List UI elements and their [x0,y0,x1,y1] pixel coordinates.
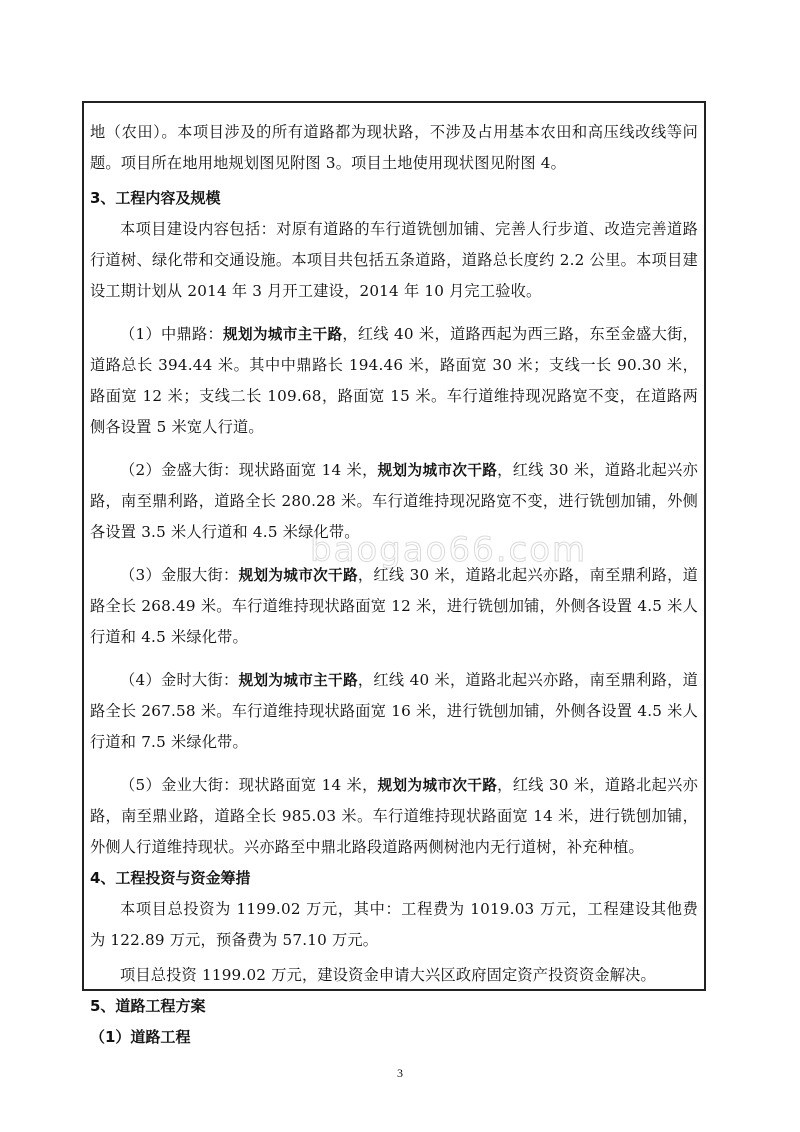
road-item-lead: （1）中鼎路： [120,325,224,343]
road-item-details: ，红线 40 米，道路北起兴亦路，南至鼎利路，道路全长 267.58 米。车行道维持现状路面宽 16 米，进行铣刨加铺，外侧各设置 4.5 米人行道和 7.5 米绿化带。 [90,671,699,751]
section-4-paragraph-1: 本项目总投资为 1199.02 万元，其中：工程费为 1019.03 万元，工程建设其他费为 122.89 万元，预备费为 57.10 万元。 [90,900,698,949]
page-number: 3 [397,1066,403,1080]
section-4-paragraph-2: 项目总投资 1199.02 万元，建设资金申请大兴区政府固定资产投资资金解决。 [120,966,656,984]
road-item-classification: 规划为城市主干路 [223,326,343,343]
intro-paragraph: 地（农田）。本项目涉及的所有道路都为现状路，不涉及占用基本农田和高压线改线等问题。项目所在地用地规划图见附图 3。项目土地使用现状图见附图 4。 [90,123,698,172]
road-item-details: ，红线 30 米，道路北起兴亦路，南至鼎利路，道路全长 268.49 米。车行道维持现状路面宽 12 米，进行铣刨加铺，外侧各设置 4.5 米人行道和 4.5 米绿化带。 [90,566,699,646]
road-item-jinsheng [90,455,698,548]
road-item-details: ，红线 30 米，道路北起兴亦路，南至鼎业路，道路全长 985.03 米。车行道维持现状路面宽 14 米，进行铣刨加铺，外侧人行道维持现状。兴亦路至中鼎北路段道路两侧树池内无行道树，补充种植。 [90,776,698,856]
road-item-zhongding [90,319,698,443]
section-3-paragraph: 本项目建设内容包括：对原有道路的车行道铣刨加铺、完善人行步道、改造完善道路行道树、绿化带和交通设施。本项目共包括五条道路，道路总长度约 2.2 公里。本项目建设工期计划从 2014 年 3 月开工建设，2014 年 10 月完工验收。 [90,220,698,300]
road-item-classification: 规划为城市次干路 [238,567,358,584]
watermark: baogao66.com [310,530,588,570]
road-item-lead: （3）金服大街： [120,566,239,584]
section-5-heading: 5、道路工程方案 [90,997,206,1015]
road-item-jinfu [90,560,698,653]
road-item-classification: 规划为城市主干路 [238,672,358,689]
section-5-subheading: （1）道路工程 [90,1028,191,1046]
road-item-details: ，红线 30 米，道路北起兴亦路，南至鼎利路，道路全长 280.28 米。车行道维持现况路宽不变，进行铣刨加铺，外侧各设置 3.5 米人行道和 4.5 米绿化带。 [90,461,698,541]
road-item-jinshi [90,665,698,758]
road-item-classification: 规划为城市次干路 [377,777,498,794]
road-item-lead: （2）金盛大街：现状路面宽 14 米， [120,461,378,479]
road-item-lead: （4）金时大街： [120,671,239,689]
road-item-lead: （5）金业大街：现状路面宽 14 米， [120,776,378,794]
road-item-classification: 规划为城市次干路 [377,462,498,479]
content-table-cell [82,101,706,1046]
section-4-heading: 4、工程投资与资金筹措 [90,869,251,887]
road-item-jinye [90,770,698,863]
road-item-details: ，红线 40 米，道路西起为西三路，东至金盛大街，道路总长 394.44 米。其中中鼎路长 194.46 米，路面宽 30 米；支线一长 90.30 米，路面宽 12 米；支线二长 109.68，路面宽 15 米。车行道维持现况路宽不变，在道路两侧各设置 5 米宽人行道。 [90,325,698,436]
section-3-heading: 3、工程内容及规模 [90,189,221,207]
